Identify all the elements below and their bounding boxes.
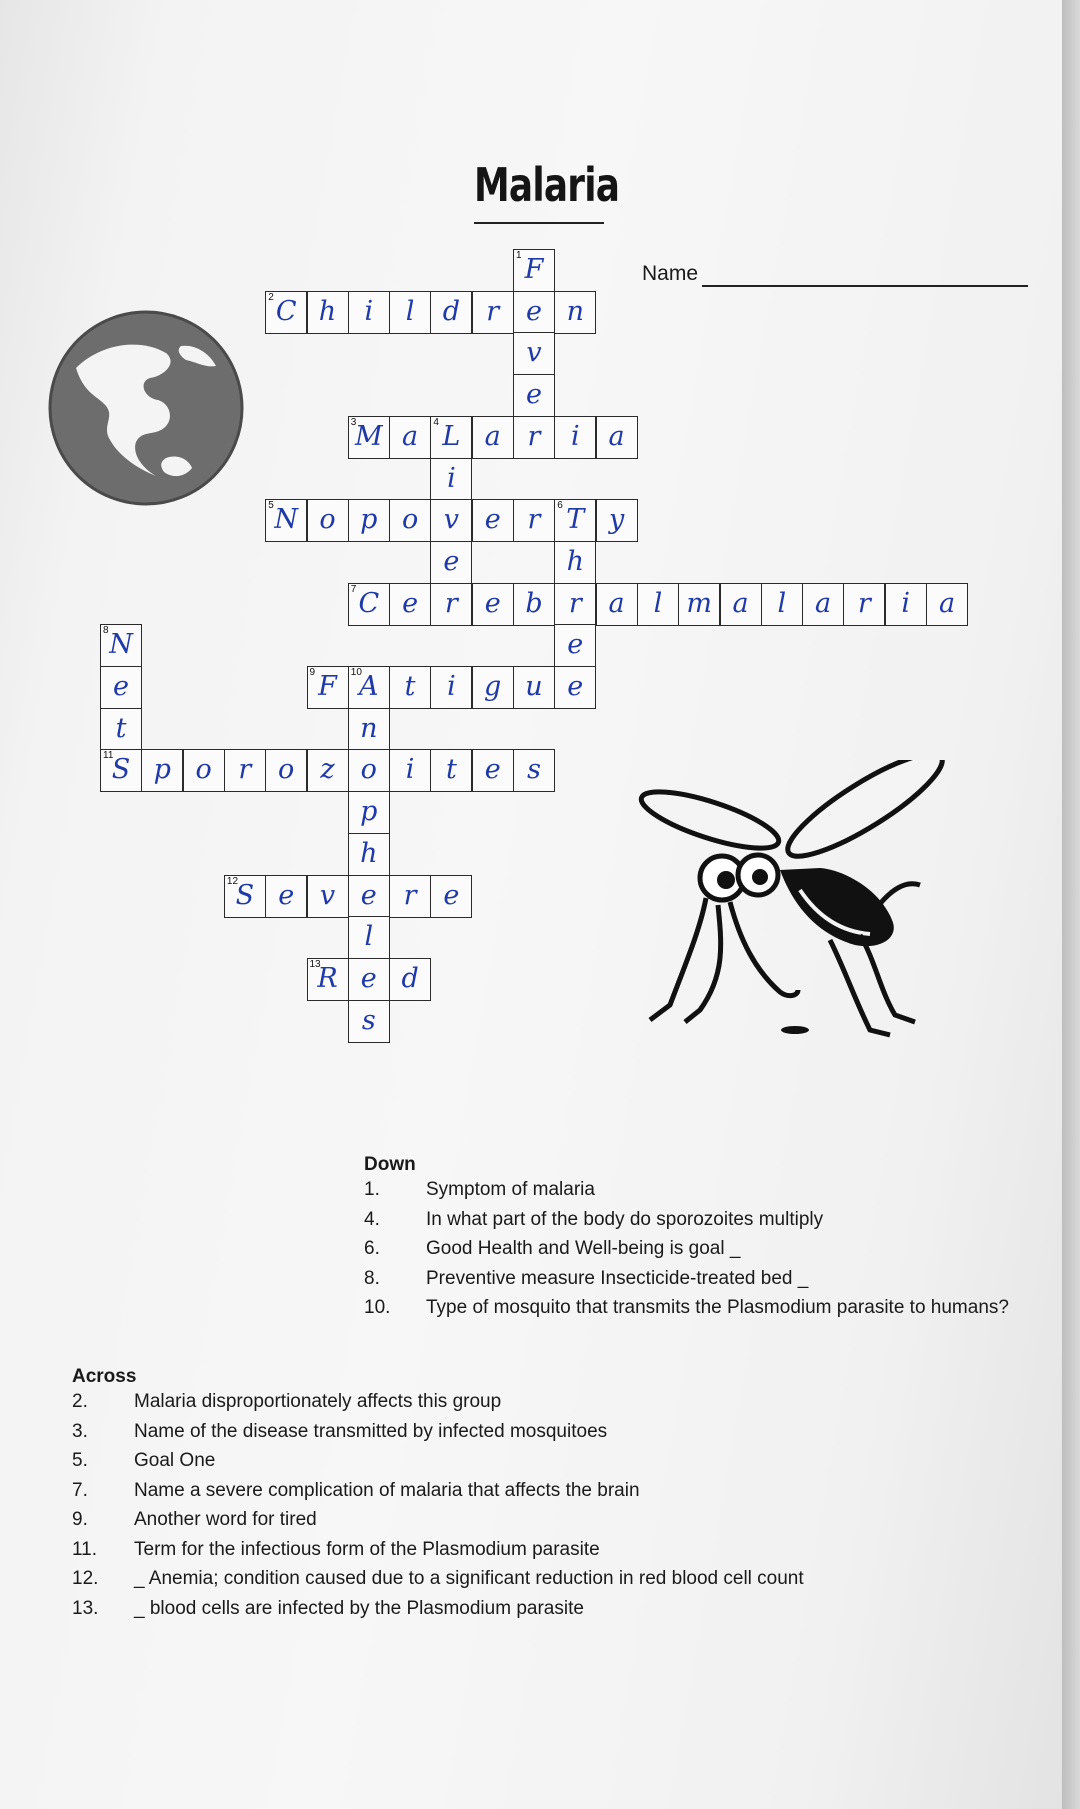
cell-letter: t <box>115 712 127 744</box>
crossword-cell[interactable] <box>472 499 514 542</box>
crossword-cell[interactable] <box>513 374 555 417</box>
cell-letter: l <box>777 587 787 619</box>
crossword-cell[interactable] <box>307 666 349 709</box>
cell-letter: e <box>443 879 460 911</box>
crossword-cell[interactable] <box>513 416 555 459</box>
across-clue <box>72 1420 608 1451</box>
crossword-cell[interactable] <box>554 583 596 626</box>
cell-letter: h <box>566 545 584 577</box>
crossword-cell[interactable] <box>307 291 349 334</box>
clue-number: 3. <box>72 1420 88 1442</box>
cell-letter: i <box>405 754 415 786</box>
crossword-cell[interactable] <box>472 749 514 792</box>
down-clue <box>364 1297 1009 1327</box>
crossword-cell[interactable] <box>224 749 266 792</box>
across-clues <box>72 1366 804 1627</box>
clue-text: Type of mosquito that transmits the Plasmodium parasite to humans? <box>426 1297 1009 1318</box>
crossword-cell[interactable] <box>265 291 307 334</box>
clue-text: Good Health and Well-being is goal _ <box>426 1238 741 1259</box>
crossword-cell[interactable] <box>513 749 555 792</box>
crossword-cell[interactable] <box>348 291 390 334</box>
cell-letter: d <box>401 962 419 994</box>
page-title: Malaria <box>474 158 620 212</box>
cell-letter: v <box>526 337 542 369</box>
cell-letter: N <box>109 629 133 661</box>
clue-text: Term for the infectious form of the Plasmodium parasite <box>134 1538 600 1560</box>
crossword-cell[interactable] <box>348 791 390 834</box>
clue-number: 12. <box>72 1568 99 1589</box>
cell-letter: a <box>484 420 501 452</box>
across-clue <box>72 1479 640 1510</box>
clue-text: In what part of the body do sporozoites multiply <box>426 1208 824 1230</box>
down-clues <box>364 1154 1009 1327</box>
cell-letter: r <box>527 420 541 452</box>
cell-letter: e <box>443 545 460 577</box>
crossword-cell[interactable] <box>389 499 431 542</box>
cell-letter: n <box>566 295 584 327</box>
crossword-cell[interactable] <box>389 291 431 334</box>
cell-letter: l <box>364 921 374 953</box>
cell-letter: u <box>525 671 543 702</box>
cell-letter: g <box>484 671 502 702</box>
cell-letter: i <box>447 462 456 494</box>
cell-letter: y <box>608 504 625 536</box>
crossword-cell[interactable] <box>430 875 472 918</box>
crossword-cell[interactable] <box>183 749 225 792</box>
cell-number: 6 <box>557 500 563 512</box>
crossword-cell[interactable] <box>554 666 596 709</box>
clue-number: 1. <box>364 1179 380 1200</box>
cell-letter: C <box>358 587 380 619</box>
crossword-cell[interactable] <box>348 958 390 1001</box>
crossword-cell[interactable] <box>389 583 431 626</box>
cell-number: 1 <box>516 250 522 261</box>
crossword-cell[interactable] <box>430 666 472 709</box>
cell-letter: h <box>318 295 337 327</box>
cell-letter: a <box>402 420 419 452</box>
crossword-cell[interactable] <box>389 416 431 459</box>
crossword-cell[interactable] <box>472 416 514 459</box>
clue-number: 13. <box>72 1597 99 1619</box>
cell-letter: e <box>526 295 542 327</box>
crossword-cell[interactable] <box>596 416 638 459</box>
cell-number: 9 <box>309 667 316 678</box>
crossword-cell[interactable] <box>678 583 720 626</box>
crossword-cell[interactable] <box>761 583 803 626</box>
cell-letter: i <box>447 671 456 702</box>
clue-text: _ blood cells are infected by the Plasmodium parasite <box>134 1597 584 1619</box>
across-clue <box>72 1568 804 1598</box>
clue-number: 2. <box>72 1391 88 1412</box>
name-label: Name <box>642 262 699 285</box>
cell-letter: T <box>566 504 585 536</box>
clue-text: Preventive measure Insecticide-treated bed _ <box>426 1267 809 1289</box>
name-field[interactable] <box>702 285 1028 287</box>
cell-letter: C <box>275 295 297 327</box>
crossword-cell[interactable] <box>348 749 390 792</box>
crossword-cell[interactable] <box>307 749 349 792</box>
crossword-cell[interactable] <box>348 583 390 626</box>
crossword-cell[interactable] <box>472 666 514 709</box>
globe-icon <box>46 308 246 508</box>
cell-letter: r <box>403 879 417 911</box>
cell-letter: i <box>364 295 374 327</box>
crossword-cell[interactable] <box>100 666 142 709</box>
cell-letter: S <box>235 879 255 911</box>
cell-number: 11 <box>103 750 114 762</box>
crossword-cell[interactable] <box>926 583 968 626</box>
cell-number: 8 <box>103 625 109 637</box>
crossword-cell[interactable] <box>430 541 472 584</box>
down-clue <box>364 1179 595 1209</box>
cell-letter: e <box>526 379 542 411</box>
cell-letter: R <box>317 962 338 994</box>
clue-number: 11. <box>72 1538 98 1560</box>
cell-letter: t <box>404 671 416 702</box>
clue-number: 9. <box>72 1509 88 1530</box>
down-clue <box>364 1238 741 1268</box>
cell-letter: F <box>318 671 337 702</box>
crossword-cell[interactable] <box>843 583 885 626</box>
cell-letter: a <box>815 587 832 619</box>
page-edge <box>1062 0 1080 1809</box>
across-clue <box>72 1597 584 1628</box>
clue-text: Goal One <box>134 1450 216 1471</box>
cell-letter: m <box>686 587 712 619</box>
cell-letter: p <box>360 796 378 828</box>
clue-text: Name of the disease transmitted by infected mosquitoes <box>134 1420 608 1442</box>
cell-letter: o <box>360 754 377 786</box>
cell-number: 3 <box>350 416 357 428</box>
across-heading: Across <box>72 1366 137 1387</box>
cell-letter: o <box>278 754 295 786</box>
cell-letter: d <box>442 295 461 327</box>
crossword-cell[interactable] <box>430 416 472 459</box>
cell-letter: v <box>319 879 336 911</box>
cell-letter: o <box>319 504 336 536</box>
cell-letter: i <box>570 420 580 452</box>
crossword-cell[interactable] <box>100 749 142 792</box>
cell-letter: e <box>484 504 501 536</box>
crossword-cell[interactable] <box>513 666 555 709</box>
crossword-cell[interactable] <box>554 291 596 334</box>
cell-letter: p <box>360 504 378 536</box>
cell-letter: l <box>405 295 415 327</box>
crossword-cell[interactable] <box>430 583 472 626</box>
cell-letter: r <box>238 754 252 786</box>
crossword-cell[interactable] <box>430 749 472 792</box>
crossword-cell[interactable] <box>348 708 390 751</box>
crossword-cell[interactable] <box>513 249 555 292</box>
crossword-cell[interactable] <box>348 833 390 876</box>
cell-letter: o <box>195 754 212 786</box>
cell-letter: i <box>901 587 910 619</box>
cell-number: 4 <box>433 416 439 428</box>
down-clue <box>364 1208 824 1239</box>
cell-number: 13 <box>309 958 321 970</box>
crossword-cell[interactable] <box>430 458 472 501</box>
clue-number: 8. <box>364 1267 380 1289</box>
crossword-cell[interactable] <box>265 499 307 542</box>
cell-number: 5 <box>268 500 274 512</box>
crossword-cell[interactable] <box>637 583 679 626</box>
clue-number: 4. <box>364 1208 380 1230</box>
crossword-cell[interactable] <box>224 875 266 918</box>
crossword-cell[interactable] <box>348 916 390 959</box>
cell-letter: e <box>484 754 501 786</box>
cell-letter: r <box>486 295 500 327</box>
crossword-cell[interactable] <box>596 583 638 626</box>
crossword-cell[interactable] <box>265 875 307 918</box>
crossword-cell[interactable] <box>802 583 844 626</box>
across-clue <box>72 1509 317 1539</box>
crossword-cell[interactable] <box>554 624 596 667</box>
across-clue <box>72 1391 502 1421</box>
crossword-cell[interactable] <box>513 332 555 375</box>
crossword-cell[interactable] <box>348 1000 390 1043</box>
crossword-cell[interactable] <box>307 499 349 542</box>
crossword-cell[interactable] <box>389 958 431 1001</box>
clue-text: Symptom of malaria <box>426 1179 595 1200</box>
clue-number: 5. <box>72 1450 88 1471</box>
crossword-cell[interactable] <box>513 291 555 334</box>
cell-letter: e <box>278 879 295 911</box>
cell-letter: s <box>527 754 541 786</box>
crossword-cell[interactable] <box>389 666 431 709</box>
crossword-cell[interactable] <box>348 875 390 918</box>
cell-number: 7 <box>350 583 357 595</box>
cell-letter: r <box>857 587 871 619</box>
crossword-cell[interactable] <box>307 875 349 918</box>
down-clue <box>364 1267 809 1298</box>
cell-letter: a <box>608 587 625 619</box>
crossword-cell[interactable] <box>348 416 390 459</box>
cell-letter: l <box>653 587 663 619</box>
crossword-cell[interactable] <box>265 749 307 792</box>
cell-letter: e <box>360 962 377 994</box>
crossword-cell[interactable] <box>141 749 183 792</box>
crossword-cell[interactable] <box>472 291 514 334</box>
clue-text: _ Anemia; condition caused due to a significant reduction in red blood cell count <box>134 1568 804 1589</box>
cell-letter: L <box>442 420 461 452</box>
cell-number: 10 <box>350 667 362 678</box>
cell-letter: o <box>401 504 419 536</box>
clue-number: 10. <box>364 1297 391 1318</box>
crossword-cell[interactable] <box>472 583 514 626</box>
cell-letter: e <box>484 587 501 619</box>
cell-letter: e <box>402 587 419 619</box>
cell-letter: e <box>113 671 129 702</box>
clue-text: Another word for tired <box>134 1509 317 1530</box>
cell-letter: S <box>111 754 131 786</box>
clue-text: Malaria disproportionately affects this group <box>134 1391 502 1412</box>
cell-letter: e <box>567 629 584 661</box>
cell-letter: a <box>608 420 625 452</box>
cell-letter: a <box>732 587 749 619</box>
cell-number: 12 <box>226 875 239 887</box>
crossword-cell[interactable] <box>554 541 596 584</box>
cell-letter: r <box>444 587 458 619</box>
cell-letter: s <box>361 1004 376 1036</box>
cell-letter: e <box>360 879 377 911</box>
cell-letter: t <box>445 754 457 786</box>
crossword-cell[interactable] <box>596 499 638 542</box>
cell-letter: M <box>354 420 383 452</box>
cell-letter: z <box>320 754 335 786</box>
crossword-cell[interactable] <box>389 875 431 918</box>
cell-letter: N <box>274 504 298 536</box>
cell-letter: b <box>525 587 543 619</box>
crossword-cell[interactable] <box>720 583 762 626</box>
crossword-cell[interactable] <box>513 583 555 626</box>
cell-number: 2 <box>268 291 274 303</box>
cell-letter: r <box>527 504 541 536</box>
cell-letter: h <box>360 837 378 869</box>
cell-letter: A <box>359 671 379 702</box>
crossword-cell[interactable] <box>430 291 472 334</box>
crossword-cell[interactable] <box>554 416 596 459</box>
clue-number: 6. <box>364 1238 380 1259</box>
cell-letter: a <box>938 587 956 619</box>
down-heading: Down <box>364 1154 416 1175</box>
cell-letter: v <box>443 504 460 536</box>
crossword-cell[interactable] <box>513 499 555 542</box>
cell-letter: F <box>524 254 544 285</box>
crossword-cell[interactable] <box>348 666 390 709</box>
crossword-cell[interactable] <box>389 749 431 792</box>
cell-letter: n <box>360 712 378 744</box>
crossword-cell[interactable] <box>348 499 390 542</box>
crossword-cell[interactable] <box>885 583 927 626</box>
crossword-cell[interactable] <box>100 624 142 667</box>
crossword-cell[interactable] <box>100 708 142 751</box>
cell-letter: r <box>568 587 582 619</box>
title-underline <box>474 222 604 224</box>
cell-letter: e <box>567 671 584 702</box>
crossword-cell[interactable] <box>307 958 349 1001</box>
crossword-cell[interactable] <box>554 499 596 542</box>
mosquito-icon <box>630 760 960 1080</box>
across-clue <box>72 1450 216 1480</box>
clue-number: 7. <box>72 1479 88 1501</box>
cell-letter: p <box>153 754 171 786</box>
across-clue <box>72 1538 600 1569</box>
crossword-cell[interactable] <box>430 499 472 542</box>
clue-text: Name a severe complication of malaria that affects the brain <box>134 1479 640 1501</box>
